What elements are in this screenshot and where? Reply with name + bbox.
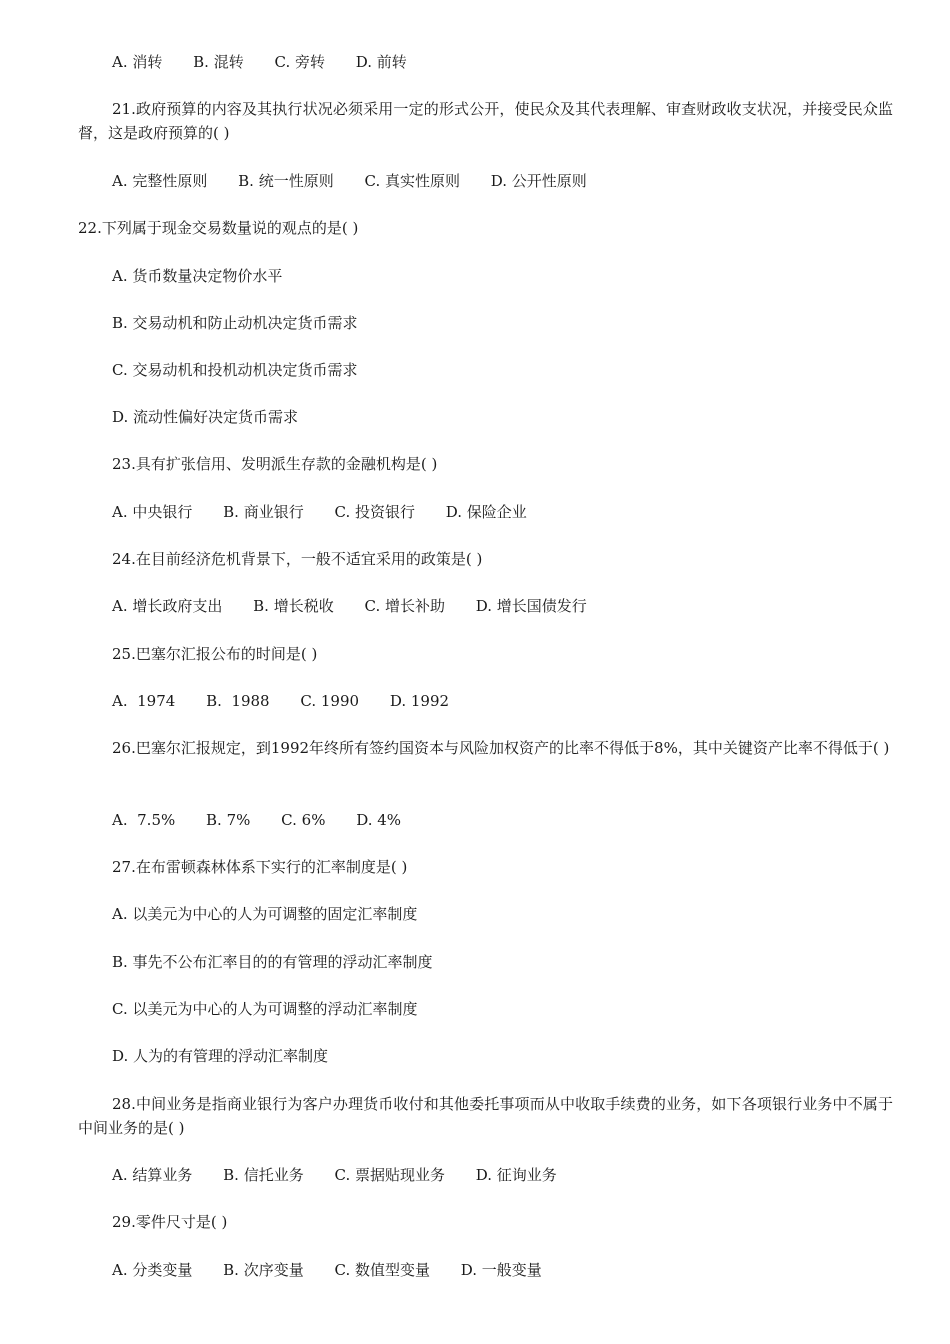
options-row-q28 — [78, 1163, 927, 1187]
options-row-q24 — [78, 594, 927, 618]
option-a: A. 分类变量 — [112, 1261, 193, 1279]
question-29: 29.零件尺寸是( ) — [112, 1213, 228, 1231]
option-a: A. 消转 — [112, 53, 163, 71]
question-28: 28.中间业务是指商业银行为客户办理货币收付和其他委托事项而从中收取手续费的业务，如下各项银行业务中不属于中间业务的是( ) — [78, 1095, 893, 1137]
option-d: D. 一般变量 — [460, 1261, 542, 1279]
question-25: 25.巴塞尔汇报公布的时间是( ) — [112, 645, 318, 663]
options-row-q26 — [78, 808, 927, 832]
question-24: 24.在目前经济危机背景下，一般不适宜采用的政策是( ) — [112, 550, 483, 568]
option-c: C. 交易动机和投机动机决定货币需求 — [112, 361, 358, 379]
option-d: D. 4% — [356, 811, 402, 829]
option-c: C. 投资银行 — [334, 503, 415, 521]
option-b: B. 混转 — [193, 53, 244, 71]
options-row-q23 — [78, 500, 927, 524]
question-21: 21.政府预算的内容及其执行状况必须采用一定的形式公开，使民众及其代表理解、审查财政收支状况，并接受民众监督，这是政府预算的( ) — [78, 100, 893, 142]
option-d: D. 前转 — [355, 53, 407, 71]
option-d: D. 公开性原则 — [490, 172, 587, 190]
option-a: A. 货币数量决定物价水平 — [112, 267, 283, 285]
option-c: C. 6% — [281, 811, 326, 829]
option-d: D. 征询业务 — [475, 1166, 557, 1184]
option-b: B. 7% — [206, 811, 251, 829]
option-a: A. 1974 — [112, 692, 176, 710]
option-c: C. 真实性原则 — [364, 172, 460, 190]
option-d: D. 流动性偏好决定货币需求 — [112, 408, 299, 426]
option-a: A. 增长政府支出 — [112, 597, 223, 615]
option-b: B. 交易动机和防止动机决定货币需求 — [112, 314, 358, 332]
options-row-q29 — [78, 1258, 927, 1282]
option-b: B. 统一性原则 — [238, 172, 334, 190]
question-22: 22.下列属于现金交易数量说的观点的是( ) — [78, 219, 359, 237]
option-c: C. 1990 — [300, 692, 360, 710]
question-23: 23.具有扩张信用、发明派生存款的金融机构是( ) — [112, 455, 438, 473]
option-c: C. 旁转 — [274, 53, 325, 71]
options-row-q21 — [78, 169, 927, 193]
option-d: D. 增长国债发行 — [475, 597, 587, 615]
option-b: B. 1988 — [206, 692, 270, 710]
option-a: A. 中央银行 — [112, 503, 193, 521]
option-c: C. 票据贴现业务 — [334, 1166, 445, 1184]
option-a: A. 7.5% — [112, 811, 176, 829]
options-row-q25 — [78, 689, 927, 713]
option-b: B. 增长税收 — [253, 597, 334, 615]
option-a: A. 以美元为中心的人为可调整的固定汇率制度 — [112, 905, 418, 923]
question-26: 26.巴塞尔汇报规定，到1992年终所有签约国资本与风险加权资产的比率不得低于8%，其中关键资产比率不得低于( ) — [112, 739, 890, 757]
option-b: B. 次序变量 — [223, 1261, 304, 1279]
option-b: B. 信托业务 — [223, 1166, 304, 1184]
option-c: C. 数值型变量 — [334, 1261, 430, 1279]
option-c: C. 以美元为中心的人为可调整的浮动汇率制度 — [112, 1000, 418, 1018]
option-c: C. 增长补助 — [364, 597, 445, 615]
option-d: D. 保险企业 — [445, 503, 527, 521]
options-row-q20 — [78, 50, 927, 74]
option-b: B. 商业银行 — [223, 503, 304, 521]
question-27: 27.在布雷顿森林体系下实行的汇率制度是( ) — [112, 858, 408, 876]
option-d: D. 人为的有管理的浮动汇率制度 — [112, 1047, 329, 1065]
option-a: A. 结算业务 — [112, 1166, 193, 1184]
option-b: B. 事先不公布汇率目的的有管理的浮动汇率制度 — [112, 953, 433, 971]
option-a: A. 完整性原则 — [112, 172, 208, 190]
option-d: D. 1992 — [389, 692, 450, 710]
